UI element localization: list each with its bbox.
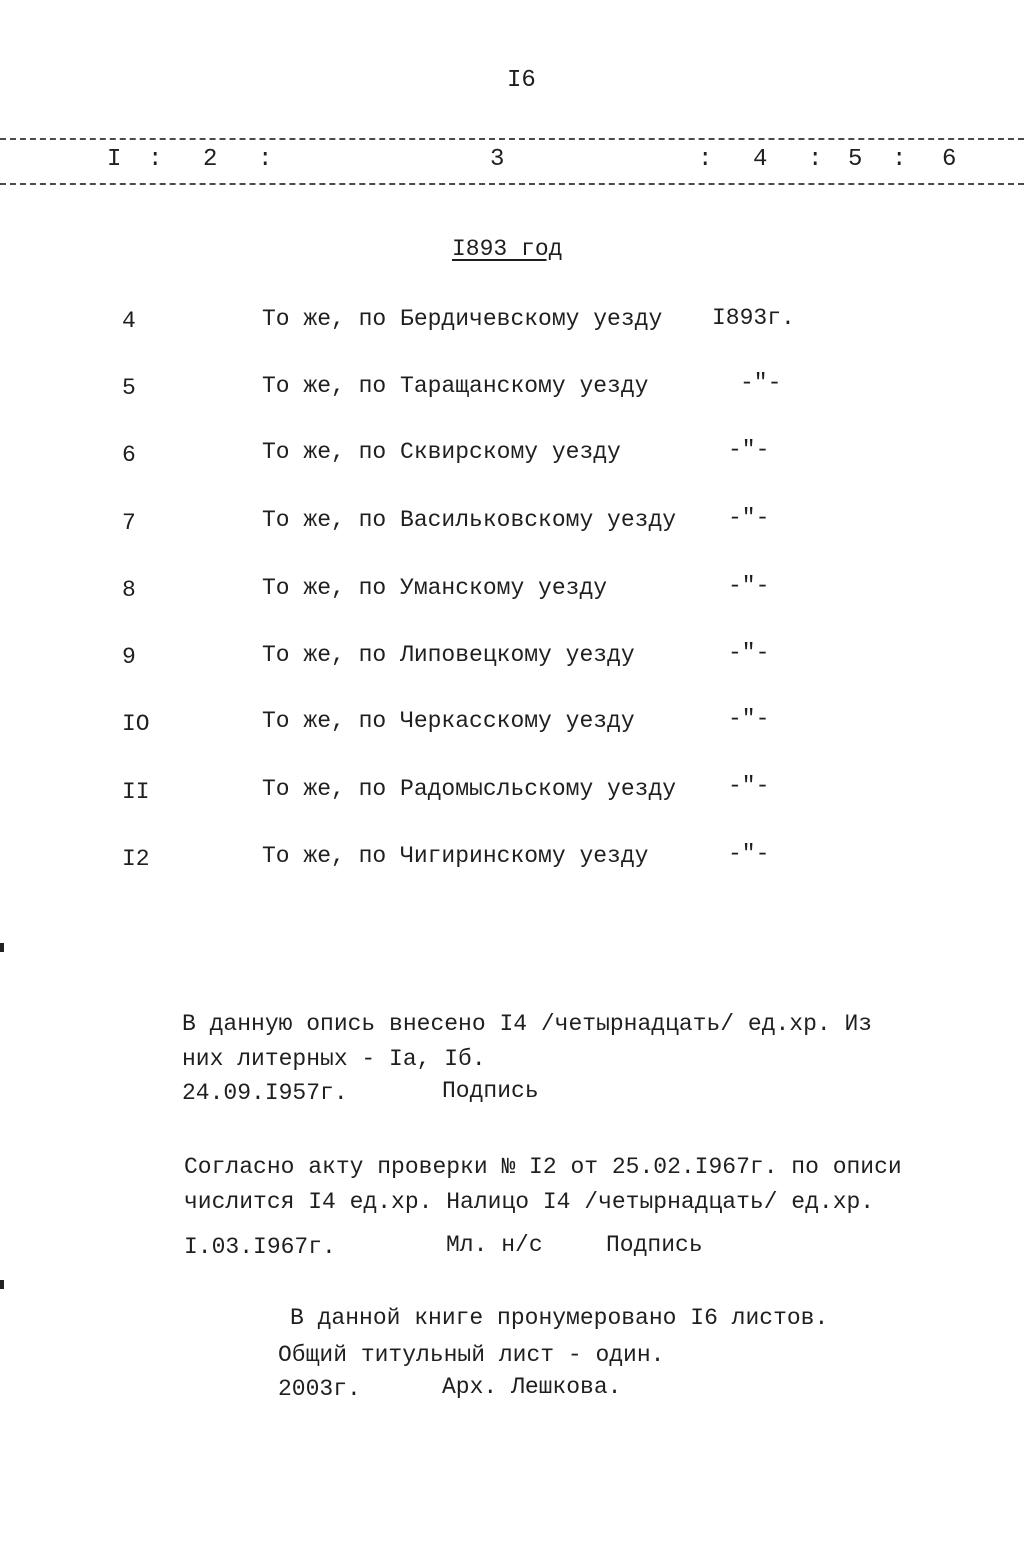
column-separator: : <box>148 146 163 173</box>
note-line: числится I4 ед.хр. Налицо I4 /четырнадцать/ ед.хр. <box>184 1189 875 1215</box>
note-position: Мл. н/с <box>446 1232 543 1258</box>
row-number: II <box>122 779 150 805</box>
note-date: I.03.I967г. <box>184 1234 336 1260</box>
row-number: 8 <box>122 577 136 603</box>
row-date: -"- <box>728 706 770 732</box>
column-header-4: 4 <box>753 146 768 173</box>
row-title: То же, по Васильковскому уезду <box>262 507 677 533</box>
note-line: В данной книге пронумеровано I6 листов. <box>290 1305 829 1331</box>
note-signature: Подпись <box>606 1232 703 1258</box>
row-number: 4 <box>122 308 136 334</box>
column-header-1: I <box>107 146 122 173</box>
note-date: 2003г. <box>278 1376 361 1402</box>
row-date: -"- <box>728 640 770 666</box>
column-separator: : <box>808 146 823 173</box>
note-line: В данную опись внесено I4 /четырнадцать/ ед.хр. Из <box>182 1011 873 1037</box>
header-rule-top <box>0 138 1024 140</box>
column-header-2: 2 <box>203 146 218 173</box>
page-number: I6 <box>507 67 536 94</box>
note-line: Общий титульный лист - один. <box>278 1342 665 1368</box>
column-header-5: 5 <box>848 146 863 173</box>
row-date: -"- <box>728 573 770 599</box>
row-date: -"- <box>728 773 770 799</box>
note-signature: Арх. Лешкова. <box>442 1374 622 1400</box>
row-number: 9 <box>122 644 136 670</box>
row-title: То же, по Сквирскому уезду <box>262 439 621 465</box>
row-date: -"- <box>728 841 770 867</box>
column-header-3: 3 <box>490 146 505 173</box>
note-line: Согласно акту проверки № I2 от 25.02.I967г. по описи <box>184 1154 902 1180</box>
section-heading: I893 год <box>452 236 563 262</box>
row-date: -"- <box>728 505 770 531</box>
scan-mark <box>0 943 4 952</box>
row-date: I893г. <box>712 305 795 331</box>
row-title: То же, по Радомысльскому уезду <box>262 776 677 802</box>
column-separator: : <box>258 146 273 173</box>
column-separator: : <box>698 146 713 173</box>
row-number: IO <box>122 711 150 737</box>
scan-mark <box>0 1280 4 1289</box>
row-date: -"- <box>728 437 770 463</box>
column-header-6: 6 <box>942 146 957 173</box>
row-title: То же, по Таращанскому уезду <box>262 373 649 399</box>
row-number: 5 <box>122 375 136 401</box>
row-title: То же, по Липовецкому уезду <box>262 642 635 668</box>
note-signature: Подпись <box>442 1078 539 1104</box>
row-number: 7 <box>122 510 136 536</box>
row-number: 6 <box>122 442 136 468</box>
row-title: То же, по Уманскому уезду <box>262 575 608 601</box>
header-rule-bottom <box>0 183 1024 185</box>
note-date: 24.09.I957г. <box>182 1080 348 1106</box>
row-number: I2 <box>122 846 150 872</box>
row-title: То же, по Бердичевскому уезду <box>262 306 663 332</box>
note-line: них литерных - Iа, Iб. <box>182 1046 486 1072</box>
row-title: То же, по Черкасскому уезду <box>262 708 635 734</box>
column-separator: : <box>892 146 907 173</box>
row-title: То же, по Чигиринскому уезду <box>262 843 649 869</box>
row-date: -"- <box>740 370 782 396</box>
